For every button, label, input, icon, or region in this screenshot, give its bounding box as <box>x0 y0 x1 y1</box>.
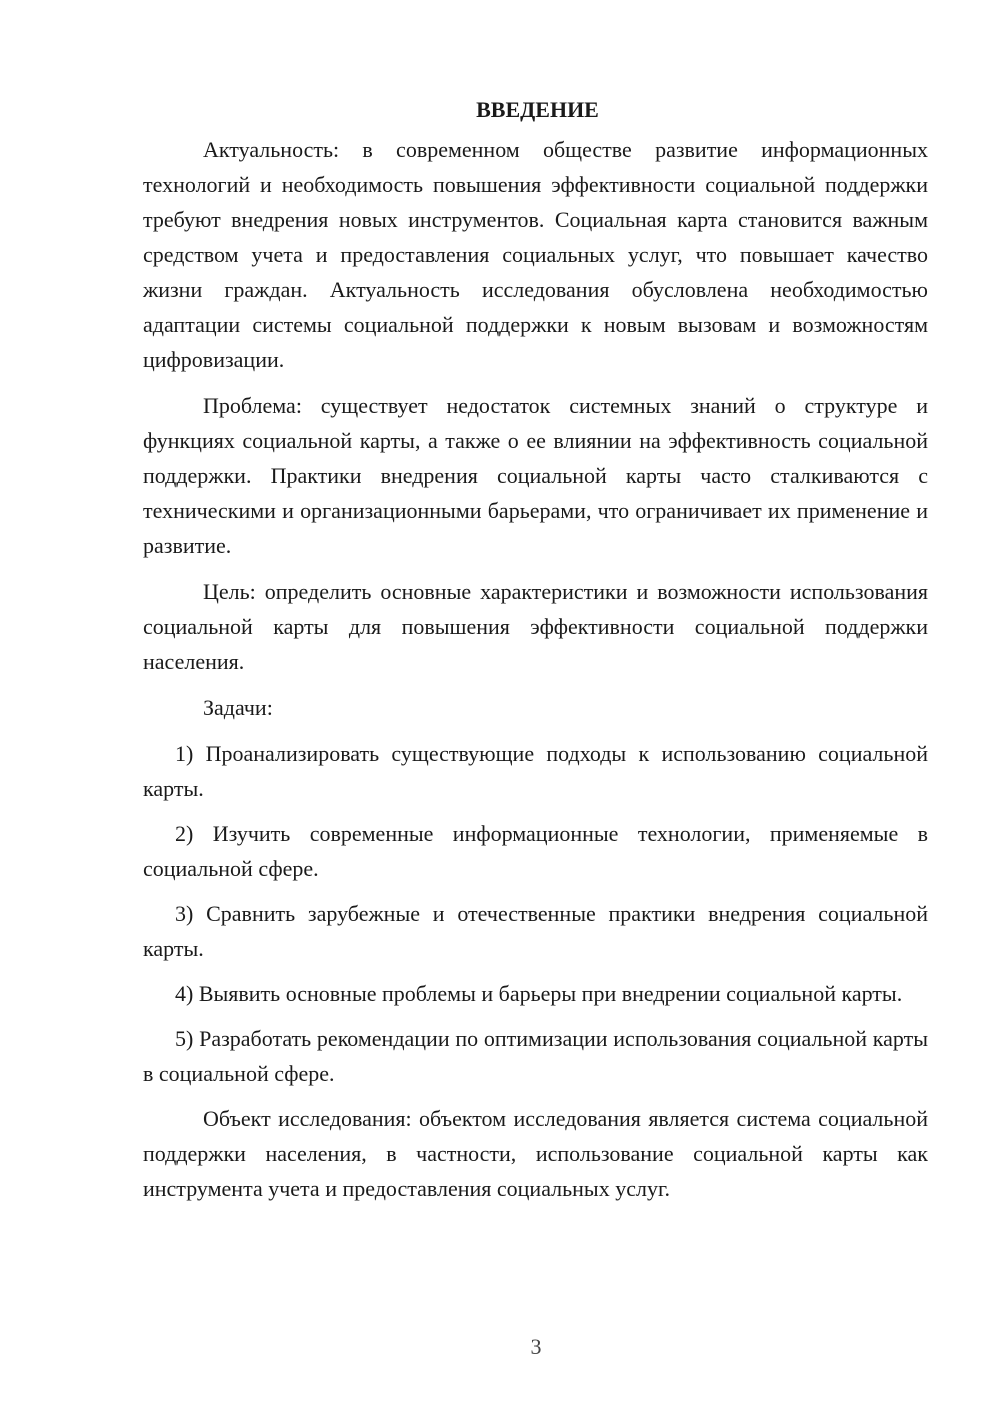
paragraph-object: Объект исследования: объектом исследования является система социальной поддержки населения, в частности, использование социальной карты как инструмента учета и предоставления социальных услуг. <box>143 1106 928 1201</box>
paragraph-goal: Цель: определить основные характеристики и возможности использования социальной карты для повышения эффективности социальной поддержки населения. <box>143 579 928 674</box>
task-item-5: 5) Разработать рекомендации по оптимизации использования социальной карты в социальной сфере. <box>143 1026 928 1086</box>
paragraph-relevance: Актуальность: в современном обществе развитие информационных технологий и необходимость повышения эффективности социальной поддержки требуют внедрения новых инструментов. Социальная карта становится важным средством учета и предоставления социальных услуг, что повышает качество жизни граждан. Актуальность исследования обусловлена необходимостью адаптации системы социальной поддержки к новым вызовам и возможностям цифровизации. <box>143 137 928 372</box>
task-item-4: 4) Выявить основные проблемы и барьеры при внедрении социальной карты. <box>175 981 903 1006</box>
task-item-1: 1) Проанализировать существующие подходы к использованию социальной карты. <box>143 741 928 801</box>
tasks-label: Задачи: <box>203 695 273 720</box>
task-item-2: 2) Изучить современные информационные технологии, применяемые в социальной сфере. <box>143 821 928 881</box>
section-heading: ВВЕДЕНИЕ <box>476 97 599 122</box>
task-item-3: 3) Сравнить зарубежные и отечественные практики внедрения социальной карты. <box>143 901 928 961</box>
document-page <box>143 92 928 1217</box>
paragraph-problem: Проблема: существует недостаток системных знаний о структуре и функциях социальной карты, а также о ее влиянии на эффективность социальной поддержки. Практики внедрения социальной карты часто сталкиваются с техническими и организационными барьерами, что ограничивает их применение и развитие. <box>143 393 928 558</box>
page-number: 3 <box>530 1334 542 1359</box>
